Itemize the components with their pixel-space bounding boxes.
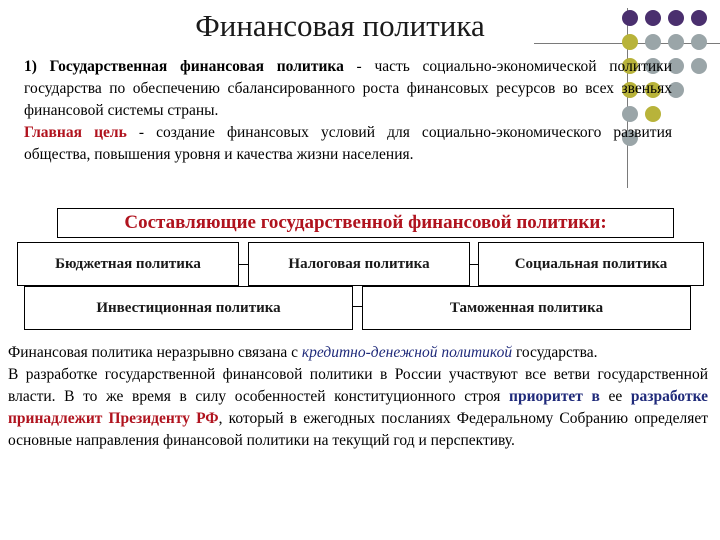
components-heading: Составляющие государственной финансовой политики: — [57, 208, 674, 238]
definition-text: часть социально-экономической политики государства по обеспечению сбалансированного роста финансовых ресурсов во всех звеньях финансовой системы страны. — [24, 58, 673, 119]
definition-dash: - — [343, 58, 375, 75]
decorative-dot — [668, 10, 684, 26]
monetary-policy-link: кредитно-денежной политикой — [301, 344, 513, 361]
definition-term: 1) Государственная финансовая политика — [24, 58, 344, 75]
page-title: Финансовая политика — [195, 8, 485, 43]
decorative-dot — [622, 34, 638, 50]
decorative-dot — [645, 34, 661, 50]
participation-text: ее — [599, 388, 631, 405]
decorative-dot — [645, 10, 661, 26]
goal-label: Главная цель — [24, 124, 127, 141]
decorative-dot — [691, 58, 707, 74]
relations-paragraph — [8, 342, 708, 452]
decorative-dot — [668, 34, 684, 50]
component-investment-policy: Инвестиционная политика — [24, 286, 353, 330]
participation-text: , который в ежегодных посланиях Федеральному Собранию определяет основные направления финансовой политики на текущий год и перспективу. — [8, 410, 708, 449]
definition-paragraph — [24, 56, 672, 166]
decorative-dot — [622, 10, 638, 26]
goal-text: - создание финансовых условий для социально-экономического развития общества, повышения уровня и качества жизни населения. — [24, 124, 672, 163]
row1-connector — [238, 264, 248, 265]
development-highlight: разработке — [630, 388, 708, 405]
decorative-dot — [691, 10, 707, 26]
component-social-policy: Социальная политика — [478, 242, 704, 286]
decorative-dot — [691, 34, 707, 50]
relations-text: Финансовая политика неразрывно связана с — [8, 344, 302, 361]
relations-text: государства. — [512, 344, 598, 361]
president-highlight: принадлежит Президенту РФ — [8, 410, 219, 427]
component-budget-policy: Бюджетная политика — [17, 242, 239, 286]
priority-highlight: приоритет в — [509, 388, 600, 405]
component-customs-policy: Таможенная политика — [362, 286, 691, 330]
participation-text: В разработке государственной финансовой политики в России участвуют все ветви государственной власти. В то же время в силу особенностей конституционного строя — [8, 366, 708, 405]
component-tax-policy: Налоговая политика — [248, 242, 470, 286]
